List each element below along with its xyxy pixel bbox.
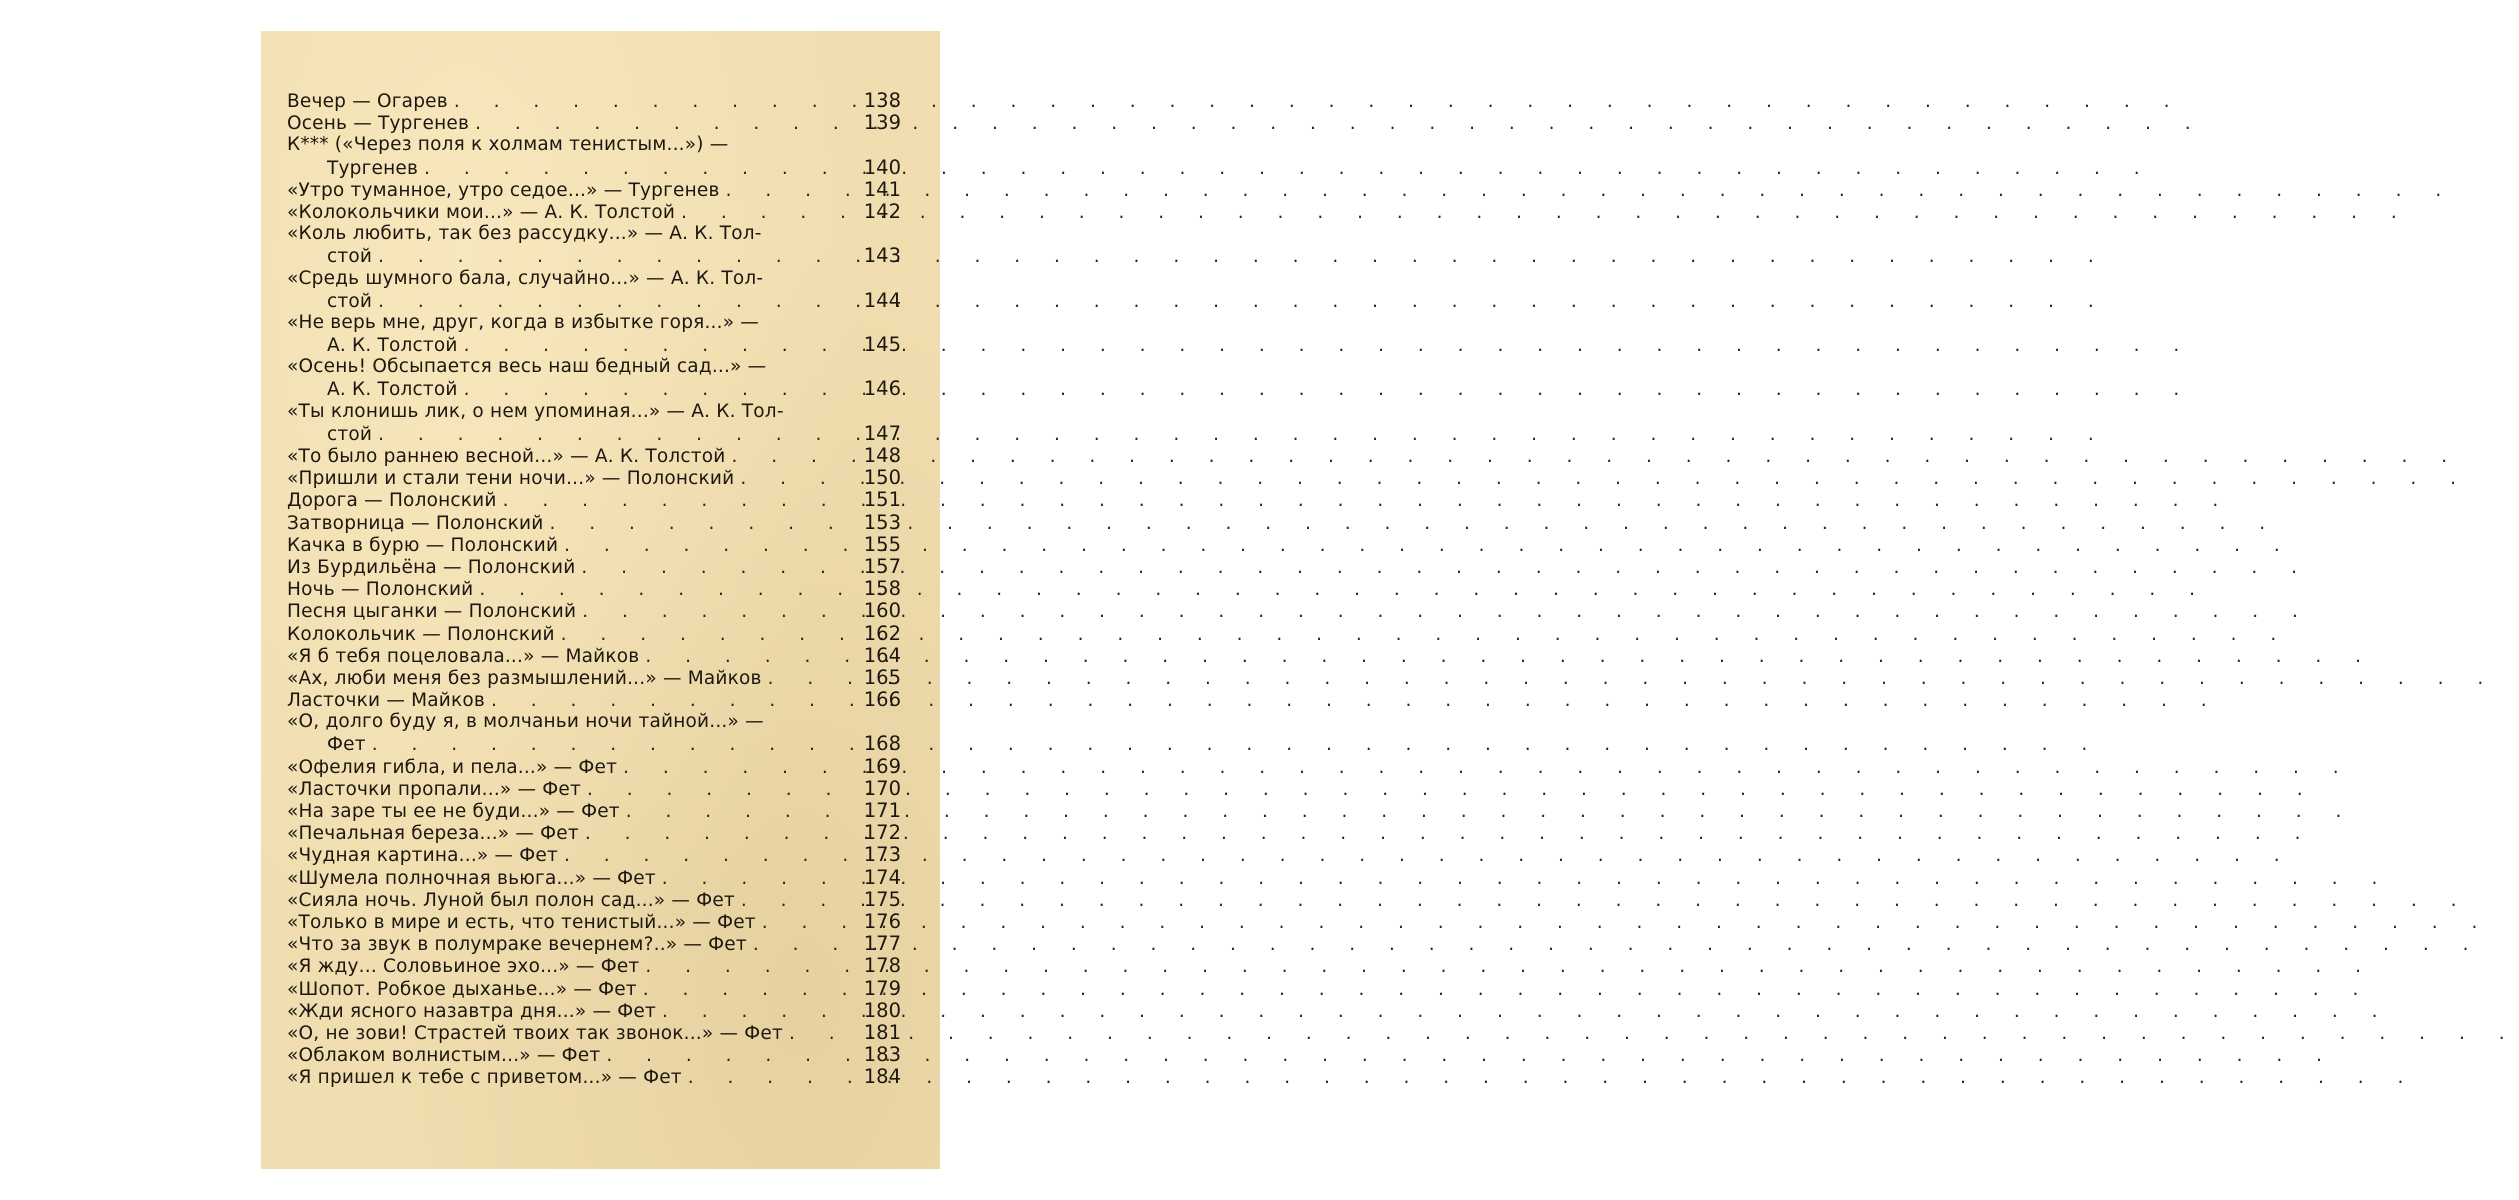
- dot-leader: [366, 734, 861, 756]
- dot-leader: [600, 1045, 861, 1067]
- dot-leader: [372, 246, 861, 268]
- dot-leader: [656, 868, 861, 890]
- toc-entry-page-number: 158: [863, 577, 901, 601]
- toc-entry-title-continued: стой: [327, 246, 373, 268]
- toc-entry: [287, 201, 901, 223]
- toc-entry-title-continued: А. К. Толстой: [327, 335, 458, 357]
- toc-entry: [287, 978, 901, 1000]
- toc-entry: [287, 467, 901, 489]
- toc-entry-page-number: 160: [863, 599, 901, 623]
- toc-entry-title: «На заре ты ее не буди...» — Фет: [287, 801, 620, 822]
- toc-entry: [287, 623, 901, 645]
- dot-leader: [783, 1023, 861, 1045]
- toc-entry-page-number: 164: [863, 643, 901, 667]
- toc-entry-title: «О, не зови! Страстей твоих так звонок...» — Фет: [287, 1022, 783, 1044]
- toc-entry: [287, 534, 901, 556]
- toc-entry: [287, 955, 901, 977]
- dot-leader: [762, 668, 861, 690]
- toc-entry-page-number: 184: [863, 1065, 901, 1089]
- toc-entry-title: Песня цыганки — Полонский: [287, 601, 577, 623]
- toc-entry: [287, 1000, 901, 1022]
- toc-entry-title: «Шопот. Робкое дыханье...» — Фет: [287, 978, 637, 1000]
- dot-leader: [469, 113, 861, 135]
- toc-entry-page-number: 139: [863, 111, 901, 135]
- toc-entry: [287, 689, 901, 711]
- toc-entry-title: Из Бурдильёна — Полонский: [287, 556, 576, 578]
- toc-entry-title: «Я б тебя поцеловала...» — Майков: [287, 645, 640, 667]
- toc-entry-title: «Пришли и стали тени ночи...» — Полонский: [287, 468, 735, 490]
- dot-leader: [637, 979, 861, 1001]
- toc-entry: [287, 800, 901, 822]
- toc-entry-title: Вечер — Огарев: [287, 91, 448, 112]
- toc-entry-page-number: 176: [863, 909, 901, 933]
- toc-entry: [287, 645, 901, 667]
- toc-entry-title: «Коль любить, так без рассудку...» — А. К. Тол-: [287, 223, 762, 245]
- dot-leader: [579, 823, 861, 845]
- toc-entry: [287, 667, 901, 689]
- toc-entry: [287, 112, 901, 134]
- toc-entry: [287, 134, 901, 156]
- toc-entry-page-number: 142: [863, 199, 901, 223]
- toc-entry: [287, 90, 901, 112]
- toc-entry-title: «Я пришел к тебе с приветом...» — Фет: [287, 1067, 682, 1089]
- toc-entry: [287, 401, 901, 423]
- dot-leader: [497, 490, 861, 512]
- toc-entry-page-number: 179: [863, 976, 901, 1000]
- toc-entry-title: «Осень! Обсыпается весь наш бедный сад...» —: [287, 356, 767, 378]
- table-of-contents: [287, 90, 901, 1088]
- toc-entry-title: «Ласточки пропали...» — Фет: [287, 778, 581, 800]
- toc-entry: [287, 245, 901, 267]
- dot-leader: [639, 646, 861, 668]
- toc-entry-title: «О, долго буду я, в молчаньи ночи тайной...» —: [287, 711, 764, 733]
- toc-entry-title: «Сияла ночь. Луной был полон сад...» — Фет: [287, 889, 735, 911]
- dot-leader: [372, 424, 861, 446]
- toc-entry-page-number: 140: [863, 155, 901, 179]
- toc-entry-title: «Средь шумного бала, случайно...» — А. К. Тол-: [287, 267, 764, 289]
- toc-entry-page-number: 162: [863, 621, 901, 645]
- toc-entry-page-number: 169: [863, 754, 901, 778]
- toc-entry: [287, 423, 901, 445]
- dot-leader: [418, 158, 861, 180]
- toc-entry-title-continued: стой: [327, 423, 373, 445]
- dot-leader: [682, 1067, 861, 1089]
- dot-leader: [617, 757, 861, 779]
- toc-entry: [287, 157, 901, 179]
- dot-leader: [576, 601, 861, 623]
- dot-leader: [656, 1001, 861, 1023]
- toc-entry: [287, 867, 901, 889]
- dot-leader: [756, 912, 861, 934]
- toc-entry: [287, 911, 901, 933]
- toc-entry-title: «Не верь мне, друг, когда в избытке горя...» —: [287, 311, 760, 333]
- toc-entry-page-number: 180: [863, 998, 901, 1022]
- toc-entry-page-number: 138: [863, 89, 901, 112]
- toc-entry-page-number: 172: [863, 821, 901, 845]
- toc-entry: [287, 756, 901, 778]
- toc-entry-title: Ласточки — Майков: [287, 690, 486, 712]
- toc-entry: [287, 268, 901, 290]
- toc-entry-page-number: 181: [863, 1020, 901, 1044]
- toc-entry-page-number: 174: [863, 865, 901, 889]
- dot-leader: [555, 624, 861, 646]
- toc-entry: [287, 312, 901, 334]
- dot-leader: [485, 690, 861, 712]
- toc-entry-page-number: 145: [863, 333, 901, 357]
- toc-entry: [287, 1022, 901, 1044]
- toc-entry-title: «Колокольчики мои...» — А. К. Толстой: [287, 201, 676, 223]
- toc-entry-title: «То было раннею весной...» — А. К. Толстой: [287, 446, 726, 467]
- toc-entry: [287, 778, 901, 800]
- toc-entry: [287, 223, 901, 245]
- dot-leader: [473, 579, 861, 601]
- toc-entry: [287, 822, 901, 844]
- dot-leader: [726, 446, 861, 468]
- toc-entry-title: Дорога — Полонский: [287, 490, 497, 512]
- dot-leader: [675, 202, 861, 224]
- toc-entry: [287, 933, 901, 955]
- toc-entry-title: «Чудная картина...» — Фет: [287, 845, 558, 867]
- toc-entry: [287, 733, 901, 755]
- dot-leader: [639, 956, 861, 978]
- dot-leader: [458, 335, 861, 357]
- toc-entry: [287, 556, 901, 578]
- toc-entry: [287, 356, 901, 378]
- toc-entry-page-number: 150: [863, 466, 901, 490]
- toc-entry-title: «Шумела полночная вьюга...» — Фет: [287, 867, 656, 889]
- toc-entry: [287, 711, 901, 733]
- toc-entry-page-number: 177: [863, 932, 901, 956]
- toc-entry-page-number: 146: [863, 377, 901, 401]
- toc-entry: [287, 489, 901, 511]
- toc-entry: [287, 1066, 901, 1088]
- toc-entry: [287, 578, 901, 600]
- toc-entry: [287, 1044, 901, 1066]
- book-page: [261, 31, 940, 1169]
- toc-entry-title: К*** («Через поля к холмам тенистым...») —: [287, 134, 729, 156]
- dot-leader: [734, 468, 861, 490]
- toc-entry-title: «Офелия гибла, и пела...» — Фет: [287, 756, 618, 778]
- toc-entry-page-number: 178: [863, 954, 901, 978]
- toc-entry-page-number: 157: [863, 554, 901, 578]
- dot-leader: [720, 180, 861, 202]
- toc-entry-page-number: 175: [863, 887, 901, 911]
- toc-entry-title: «Я жду... Соловьиное эхо...» — Фет: [287, 956, 640, 978]
- toc-entry-title: Затворница — Полонский: [287, 512, 544, 534]
- toc-entry: [287, 600, 901, 622]
- dot-leader: [620, 801, 861, 823]
- toc-entry-page-number: 144: [863, 288, 901, 312]
- toc-entry-page-number: 143: [863, 244, 901, 268]
- toc-entry-title: «Ах, люби меня без размышлений...» — Майков: [287, 667, 762, 689]
- toc-entry-title: Осень — Тургенев: [287, 113, 470, 135]
- toc-entry: [287, 378, 901, 400]
- toc-entry-title-continued: Тургенев: [327, 157, 419, 179]
- dot-leader: [581, 779, 861, 801]
- toc-entry-title: «Что за звук в полумраке вечернем?..» — Фет: [287, 934, 747, 956]
- toc-entry-page-number: 168: [863, 732, 901, 756]
- toc-entry-page-number: 141: [863, 177, 901, 201]
- toc-entry-title: Колокольчик — Полонский: [287, 623, 555, 645]
- toc-entry-title: «Утро туманное, утро седое...» — Тургенев: [287, 179, 720, 201]
- toc-entry-title-continued: А. К. Толстой: [327, 379, 458, 401]
- toc-entry-title: «Ты клонишь лик, о нем упоминая...» — А. К. Тол-: [287, 400, 784, 422]
- toc-entry-title: Ночь — Полонский: [287, 579, 474, 601]
- toc-entry: [287, 290, 901, 312]
- toc-entry-page-number: 155: [863, 532, 901, 556]
- toc-entry-page-number: 166: [863, 688, 901, 712]
- dot-leader: [558, 845, 861, 867]
- toc-entry-title: «Только в мире и есть, что тенистый...» — Фет: [287, 911, 756, 933]
- toc-entry-page-number: 151: [863, 488, 901, 512]
- toc-entry-title: Качка в бурю — Полонский: [287, 534, 559, 556]
- dot-leader: [747, 934, 861, 956]
- toc-entry: [287, 512, 901, 534]
- dot-leader: [735, 890, 861, 912]
- toc-entry-page-number: 173: [863, 843, 901, 867]
- toc-entry: [287, 445, 901, 467]
- toc-entry-title: «Облаком волнистым...» — Фет: [287, 1045, 601, 1067]
- toc-entry: [287, 844, 901, 866]
- toc-entry: [287, 334, 901, 356]
- toc-entry-title-continued: стой: [327, 290, 373, 312]
- dot-leader: [544, 513, 861, 535]
- dot-leader: [448, 91, 861, 113]
- dot-leader: [458, 379, 861, 401]
- toc-entry-page-number: 183: [863, 1043, 901, 1067]
- toc-entry-title: «Печальная береза...» — Фет: [287, 823, 579, 845]
- toc-entry-page-number: 147: [863, 421, 901, 445]
- toc-entry-title: «Жди ясного назавтра дня...» — Фет: [287, 1000, 656, 1022]
- toc-entry-page-number: 148: [863, 444, 901, 467]
- dot-leader: [558, 535, 861, 557]
- toc-entry: [287, 179, 901, 201]
- toc-entry-page-number: 165: [863, 665, 901, 689]
- dot-leader: [372, 291, 861, 313]
- toc-entry-page-number: 153: [863, 510, 901, 534]
- dot-leader: [575, 557, 861, 579]
- toc-entry-page-number: 171: [863, 799, 901, 822]
- toc-entry-page-number: 170: [863, 776, 901, 800]
- toc-entry: [287, 889, 901, 911]
- toc-entry-title-continued: Фет: [327, 734, 366, 756]
